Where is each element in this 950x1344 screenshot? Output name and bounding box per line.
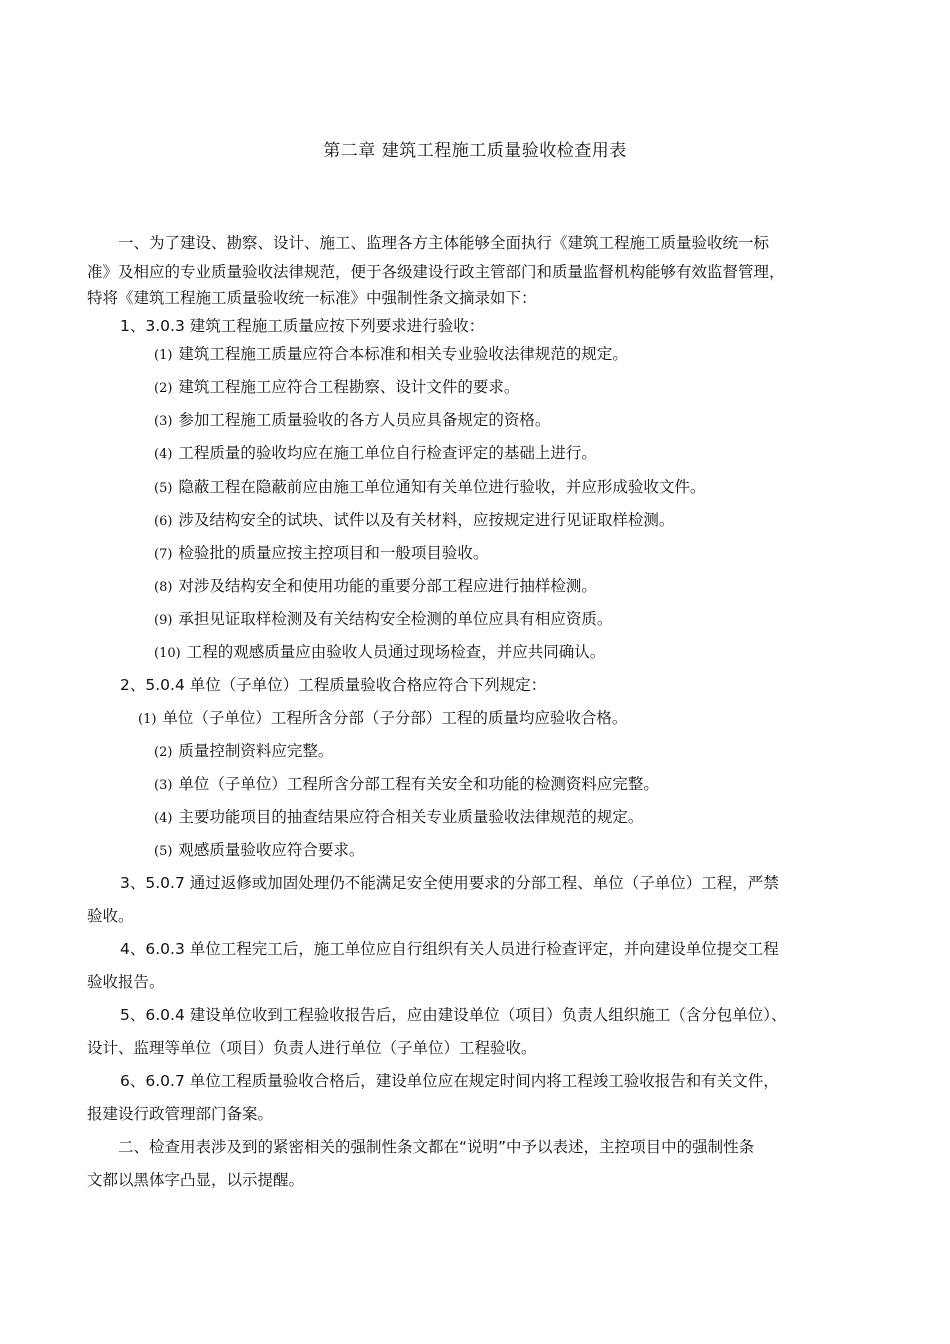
item-number: (2) [154, 745, 173, 760]
item-number: (4) [154, 447, 173, 462]
item-text: 质量控制资料应完整。 [178, 742, 334, 760]
intro-line-3: 特将《建筑工程施工质量验收统一标准》中强制性条文摘录如下： [87, 289, 537, 307]
list-item [154, 410, 550, 432]
item-number: (1) [154, 348, 173, 363]
item-text: 参加工程施工质量验收的各方人员应具备规定的资格。 [178, 411, 551, 429]
list-item [154, 642, 605, 664]
section-5-line-2: 设计、监理等单位（项目）负责人进行单位（子单位）工程验收。 [87, 1039, 537, 1057]
page-title: 第二章 建筑工程施工质量验收检查用表 [323, 141, 627, 161]
item-text: 隐蔽工程在隐蔽前应由施工单位通知有关单位进行验收，并应形成验收文件。 [178, 478, 706, 496]
item-number: (8) [154, 580, 173, 595]
item-number: (1) [138, 712, 157, 727]
item-number: (9) [154, 613, 173, 628]
list-item [154, 774, 659, 796]
item-text: 涉及结构安全的试块、试件以及有关材料，应按规定进行见证取样检测。 [178, 511, 675, 529]
list-item [154, 840, 364, 862]
list-item [154, 807, 643, 829]
list-item [154, 576, 597, 598]
list-item [154, 510, 674, 532]
section-3-line-2: 验收。 [87, 907, 134, 925]
section-1-heading: 1、3.0.3 建筑工程施工质量应按下列要求进行验收： [120, 317, 485, 335]
item-text: 对涉及结构安全和使用功能的重要分部工程应进行抽样检测。 [178, 577, 597, 595]
item-number: (7) [154, 547, 173, 562]
item-number: (5) [154, 844, 173, 859]
intro-line-2: 准》及相应的专业质量验收法律规范，便于各级建设行政主管部门和质量监督机构能够有效监督管理， [87, 263, 785, 281]
item-text: 工程质量的验收均应在施工单位自行检查评定的基础上进行。 [178, 444, 597, 462]
item-number: (3) [154, 778, 173, 793]
item-text: 承担见证取样检测及有关结构安全检测的单位应具有相应资质。 [178, 610, 613, 628]
list-item [154, 543, 488, 565]
item-text: 检验批的质量应按主控项目和一般项目验收。 [178, 544, 489, 562]
list-item [154, 609, 612, 631]
item-text: 工程的观感质量应由验收人员通过现场检查，并应共同确认。 [186, 643, 606, 661]
section-6-line-1: 6、6.0.7 单位工程质量验收合格后，建设单位应在规定时间内将工程竣工验收报告和有关文件， [120, 1072, 779, 1090]
note-line-2: 文都以黑体字凸显，以示提醒。 [87, 1171, 305, 1189]
section-2-heading: 2、5.0.4 单位（子单位）工程质量验收合格应符合下列规定： [120, 676, 547, 694]
item-number: (10) [154, 646, 181, 661]
section-4-line-2: 验收报告。 [87, 973, 165, 991]
section-3-line-1: 3、5.0.7 通过返修或加固处理仍不能满足安全使用要求的分部工程、单位（子单位）工程，严禁 [120, 874, 779, 892]
item-text: 观感质量验收应符合要求。 [178, 841, 365, 859]
list-item [138, 708, 627, 730]
list-item [154, 477, 705, 499]
section-5-line-1: 5、6.0.4 建设单位收到工程验收报告后，应由建设单位（项目）负责人组织施工（含分包单位）、 [120, 1006, 787, 1024]
item-number: (5) [154, 481, 173, 496]
item-text: 建筑工程施工质量应符合本标准和相关专业验收法律规范的规定。 [178, 345, 628, 363]
item-number: (4) [154, 811, 173, 826]
section-4-line-1: 4、6.0.3 单位工程完工后，施工单位应自行组织有关人员进行检查评定，并向建设单位提交工程 [120, 940, 779, 958]
intro-line-1: 一、为了建设、勘察、设计、施工、监理各方主体能够全面执行《建筑工程施工质量验收统一标 [118, 234, 770, 252]
item-number: (3) [154, 414, 173, 429]
section-6-line-2: 报建设行政管理部门备案。 [87, 1105, 274, 1123]
item-text: 单位（子单位）工程所含分部（子分部）工程的质量均应验收合格。 [162, 709, 628, 727]
list-item [154, 344, 628, 366]
list-item [154, 443, 597, 465]
item-text: 主要功能项目的抽查结果应符合相关专业质量验收法律规范的规定。 [178, 808, 644, 826]
note-line-1: 二、检查用表涉及到的紧密相关的强制性条文都在“说明”中予以表述，主控项目中的强制性条 [118, 1138, 755, 1156]
item-number: (6) [154, 514, 173, 529]
list-item [154, 741, 333, 763]
item-text: 单位（子单位）工程所含分部工程有关安全和功能的检测资料应完整。 [178, 775, 659, 793]
item-text: 建筑工程施工应符合工程勘察、设计文件的要求。 [178, 378, 520, 396]
item-number: (2) [154, 381, 173, 396]
list-item [154, 377, 519, 399]
